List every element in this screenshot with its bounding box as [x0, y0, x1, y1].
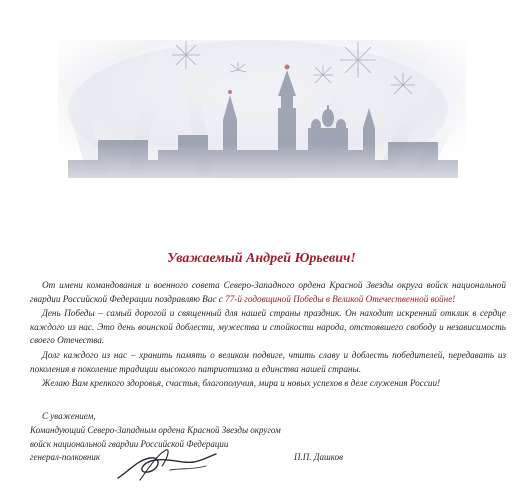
signer-rank: генерал-полковник — [30, 452, 101, 463]
paragraph-text: День Победы – самый дорогой и священный для нашей страны праздник. Он находит искренний отклик в сердце каждого из нас. Это день воинской доблести, мужества и стойкости народа, отстоявшего свободу и независимость своего Отечества. — [30, 308, 506, 346]
paragraph-highlight: 77-й годовщиной Победы в Великой Отечественной войне! — [225, 293, 456, 304]
handwritten-signature — [110, 440, 220, 485]
signer-name: П.П. Дашков — [294, 452, 344, 463]
closing-greeting: С уважением, — [42, 411, 96, 421]
letter-paragraph — [30, 377, 506, 391]
signer-rank-row — [30, 451, 506, 465]
paragraph-text: От имени командования и военного совета Северо-Западного ордена Красной Звезды округа войск национальной гвардии Российской Федерации поздравляю Вас с — [30, 280, 506, 304]
paragraph-text: Желаю Вам крепкого здоровья, счастья, благополучия, мира и новых успехов в деле служения России! — [42, 378, 441, 389]
signer-title-line2: войск национальной гвардии Российской Федерации — [30, 438, 229, 449]
letter-paragraph — [30, 349, 506, 376]
letter-paragraph — [30, 279, 506, 306]
paragraph-text: Долг каждого из нас – хранить память о великом подвиге, чтить славу и доблесть победителей, передавать из поколения в поколение традиции высокого патриотизма и единства нашей страны. — [30, 349, 506, 374]
signer-title-line1: Командующий Северо-Западным ордена Красной Звезды округом — [30, 424, 281, 435]
letter-salutation: Уважаемый Андрей Юрьевич! — [167, 251, 356, 266]
letter-body — [30, 279, 506, 392]
kremlin-fireworks-illustration — [58, 0, 466, 205]
letter-paragraph — [30, 307, 506, 348]
letter-closing — [30, 410, 506, 465]
